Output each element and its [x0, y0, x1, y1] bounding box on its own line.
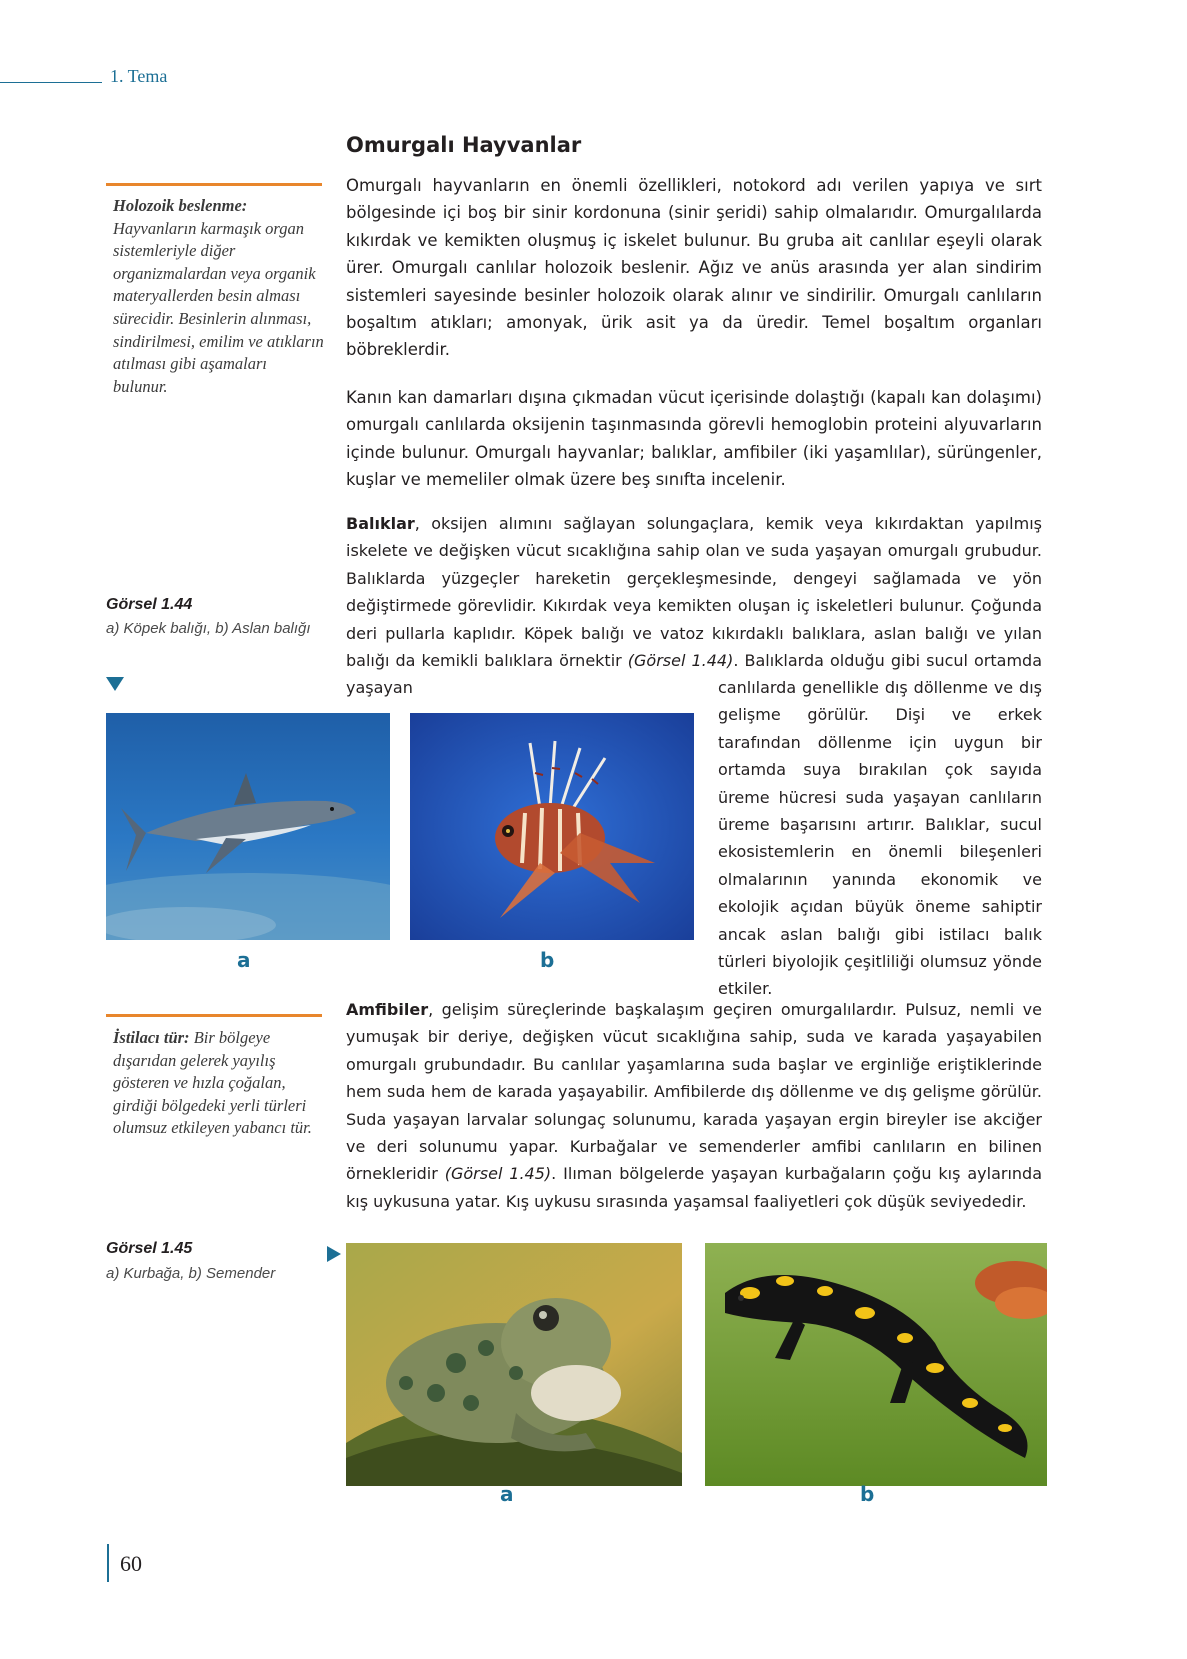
term-amphibians: Amfibiler: [346, 1000, 429, 1019]
photo-shark: [106, 713, 390, 940]
paragraph-intro: Omurgalı hayvanların en önemli özellikleri, notokord adı verilen yapıya ve sırt bölgesinde içi boş bir sinir kordonuna (sinir şeridi) sahip olmalarıdır. Omurgalılarda kıkırdak ve kemikten oluşmuş iç iskelet bulunur. Bu gruba ait canlılar eşeyli olarak ürer. Omurgalı canlılar holozoik beslenir. Ağız ve anüs arasında yer alan sindirim sistemleri sayesinde besinler holozoik olarak alınır ve sindirilir. Omurgalı canlıların boşaltım atıkları; amonyak, ürik asit ya da üredir. Temel boşaltım organları böbreklerdir.: [346, 176, 1042, 360]
photo-label-b: b: [860, 1482, 875, 1506]
sidenote-holozoik: [113, 195, 325, 398]
figure-caption-subtitle: a) Köpek balığı, b) Aslan balığı: [106, 620, 311, 637]
term-fish: Balıklar: [346, 514, 415, 533]
header-rule: [0, 82, 102, 83]
pointer-down-icon: [106, 677, 124, 691]
amphibians-text: , gelişim süreçlerinde başkalaşım geçiren omurgalılardır. Pulsuz, nemli ve yumuşak bir deriye, değişken vücut sıcaklığına sahip, suda ve karada yaşayabilen omurgalı grubundadır. Bu canlılar yaşamlarına suda başlar ve erginliğe eriştiklerinde hem suda hem de karada yaşayabilir. Amfibilerde dış döllenme ve dış gelişme görülür. Suda yaşayan larvalar solungaç solunumu, karada yaşayan ergin bireyler ise akciğer ve deri solunumu yapar. Kurbağalar ve semenderler amfibi canlıların en bilinen örnekleridir: [346, 1000, 1042, 1184]
fish-text: , oksijen alımını sağlayan solungaçlara, kemik veya kıkırdaktan yapılmış iskelete ve değişken vücut sıcaklığına sahip olan ve suda yaşayan omurgalı grubudur. Balıklarda yüzgeçler hareketin gerçekleşmesinde, dengeyi sağlamada ve yön değiştirmede görevlidir. Kıkırdak veya kemikten oluşan iç iskeletleri bulunur. Çoğunda deri pullarla kaplıdır. Köpek balığı ve vatoz kıkırdaklı balıklara, aslan balığı ve yılan balığı da kemikli balıklara örnektir: [346, 514, 1042, 671]
pointer-right-icon: [327, 1246, 341, 1262]
fig-ref-144: (Görsel 1.44): [627, 651, 734, 671]
sidenote-term: İstilacı tür:: [113, 1028, 190, 1047]
sidenote-invasive: [113, 1027, 319, 1140]
photo-label-a: a: [500, 1482, 514, 1506]
fig-ref-145: (Görsel 1.45): [444, 1164, 552, 1184]
sidenote-text: Bir bölgeye dışarıdan gelerek yayılış gösteren ve hızla çoğalan, girdiği bölgedeki yerli türleri olumsuz etkileyen yabancı tür.: [113, 1028, 312, 1138]
sidenote-text: Hayvanların karmaşık organ sistemleriyle diğer organizmalardan veya organik materyallerden besin alması sürecidir. Besinlerin alınması, sindirilmesi, emilim ve atıkların atılması gibi aşamaları bulunur.: [113, 218, 324, 396]
photo-salamander: [705, 1243, 1047, 1486]
photo-label-a: a: [237, 948, 251, 972]
sidenote-term: Holozoik beslenme:: [113, 196, 248, 215]
paragraph-fish-continued: canlılarda genellikle dış döllenme ve dış gelişme görülür. Dişi ve erkek tarafından döllenme için uygun bir ortamda suya bırakılan çok sayıda üreme hücresi suda yaşayan canlıların üreme başarısını artırır. Balıklar, sucul ekosistemlerin en önemli bileşenleri olmalarının yanında ekonomik ve ekolojik açıdan büyük öneme sahiptir ancak aslan balığı gibi istilacı balık türleri biyolojik çeşitliliği olumsuz yönde etkiler.: [718, 678, 1042, 999]
page-title: Omurgalı Hayvanlar: [346, 133, 582, 157]
paragraph-circulation: Kanın kan damarları dışına çıkmadan vücut içerisinde dolaştığı (kapalı kan dolaşımı) omurgalı canlılarda oksijenin taşınmasında görevli hemoglobin proteini alyuvarların içinde bulunur. Omurgalı hayvanlar; balıklar, amfibiler (iki yaşamlılar), sürüngenler, kuşlar ve memeliler olmak üzere beş sınıfta incelenir.: [346, 388, 1042, 490]
photo-lionfish: [410, 713, 694, 940]
page-number: 60: [120, 1551, 142, 1576]
sidenote-rule: [106, 183, 322, 186]
photo-frog: [346, 1243, 682, 1486]
sidenote-rule: [106, 1014, 322, 1017]
figure-caption-title: Görsel 1.44: [106, 596, 193, 613]
amphibians-text-tail: . Ilıman bölgelerde yaşayan kurbağaların çoğu kış aylarında kış uykusuna yatar. Kış uykusu sırasında yaşamsal faaliyetleri çok düşük seviyededir.: [346, 1164, 1042, 1211]
section-label: 1. Tema: [110, 66, 168, 86]
page-number-rule: [107, 1544, 109, 1582]
fish-text-tail: . Balıklarda olduğu gibi sucul ortamda yaşayan: [346, 651, 1043, 698]
paragraph-amphibians: [346, 996, 1042, 1215]
figure-caption-subtitle: a) Kurbağa, b) Semender: [106, 1265, 276, 1282]
photo-label-b: b: [540, 948, 555, 972]
figure-caption-title: Görsel 1.45: [106, 1240, 193, 1257]
